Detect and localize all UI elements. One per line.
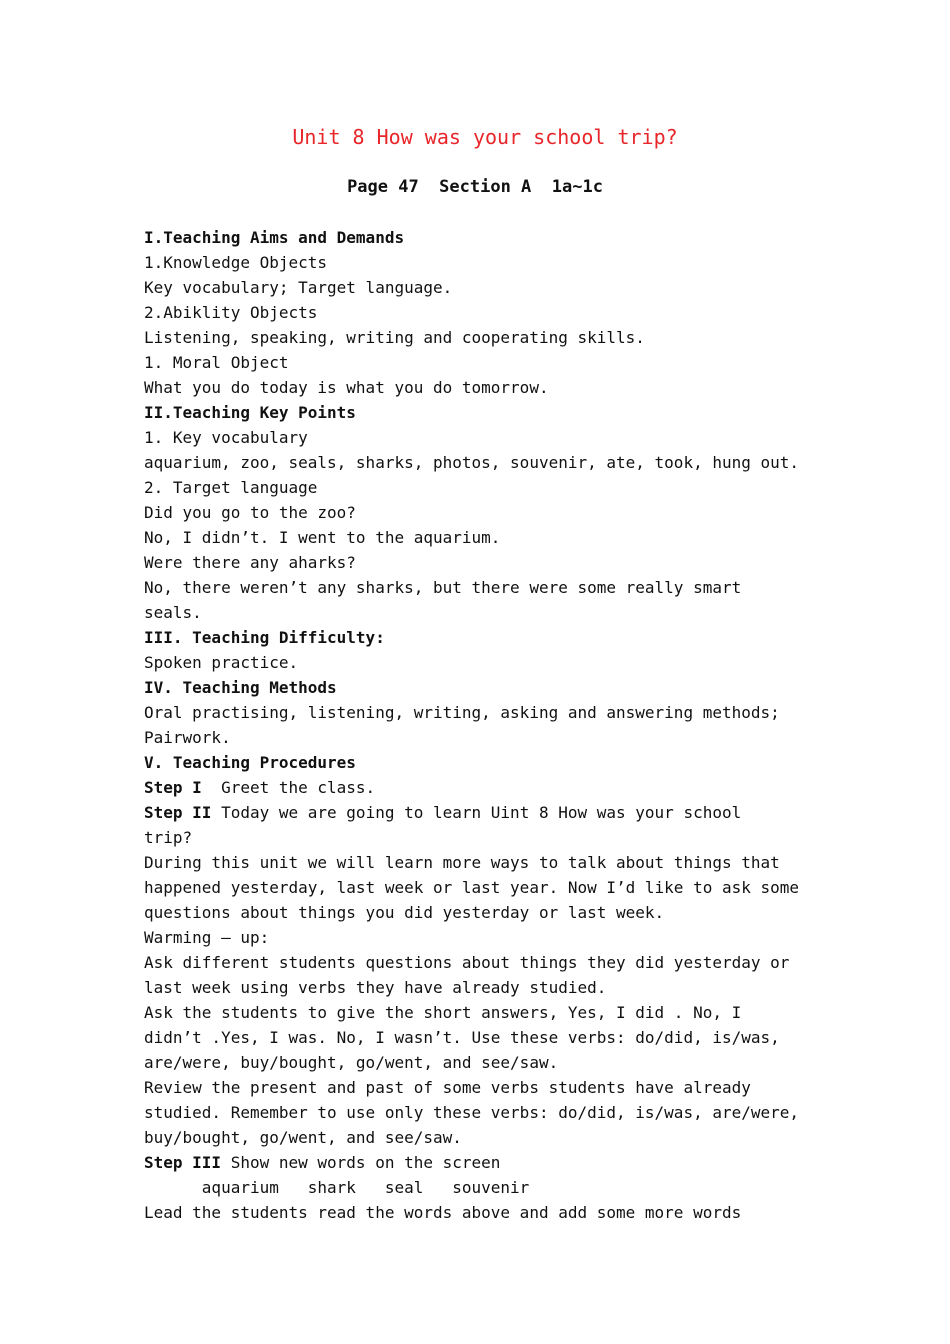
text-line: What you do today is what you do tomorrow. <box>144 378 549 397</box>
text-line: 2. Target language <box>144 478 318 497</box>
text-line: Lead the students read the words above and add some more words <box>144 1203 742 1222</box>
step-2-text: Today we are going to learn Uint 8 How was your school <box>211 803 742 822</box>
text-line: Did you go to the zoo? <box>144 503 356 522</box>
text-line: No, there weren’t any sharks, but there were some really smart <box>144 578 742 597</box>
text-line: questions about things you did yesterday or last week. <box>144 903 665 922</box>
text-line: Spoken practice. <box>144 653 299 672</box>
text-line: 1. Moral Object <box>144 353 289 372</box>
text-line: 1. Key vocabulary <box>144 428 308 447</box>
step-2-line <box>144 800 824 825</box>
document-body <box>144 225 824 1225</box>
text-line: are/were, buy/bought, go/went, and see/saw. <box>144 1053 559 1072</box>
text-line: Listening, speaking, writing and cooperating skills. <box>144 328 645 347</box>
document-title: Unit 8 How was your school trip? <box>292 125 678 149</box>
text-line: 1.Knowledge Objects <box>144 253 328 272</box>
text-line: Oral practising, listening, writing, asking and answering methods; <box>144 703 780 722</box>
heading-key-points: II.Teaching Key Points <box>144 403 356 422</box>
step-3-text: Show new words on the screen <box>221 1153 501 1172</box>
heading-teaching-aims: I.Teaching Aims and Demands <box>144 228 405 247</box>
step-1-label: Step I <box>144 778 202 797</box>
heading-methods: IV. Teaching Methods <box>144 678 337 697</box>
text-line: Pairwork. <box>144 728 231 747</box>
text-line: Ask the students to give the short answers, Yes, I did . No, I <box>144 1003 742 1022</box>
step-1-line <box>144 775 824 800</box>
text-line: last week using verbs they have already studied. <box>144 978 607 997</box>
text-line: No, I didn’t. I went to the aquarium. <box>144 528 501 547</box>
step-1-text: Greet the class. <box>201 778 376 797</box>
text-line: didn’t .Yes, I was. No, I wasn’t. Use these verbs: do/did, is/was, <box>144 1028 780 1047</box>
text-line: Were there any aharks? <box>144 553 356 572</box>
heading-procedures: V. Teaching Procedures <box>144 753 356 772</box>
text-line: studied. Remember to use only these verbs: do/did, is/was, are/were, <box>144 1103 800 1122</box>
text-line: trip? <box>144 828 193 847</box>
text-line: seals. <box>144 603 202 622</box>
text-line: 2.Abiklity Objects <box>144 303 318 322</box>
step-2-label: Step II <box>144 803 212 822</box>
text-line: Warming – up: <box>144 928 270 947</box>
text-line: aquarium, zoo, seals, sharks, photos, souvenir, ate, took, hung out. <box>144 453 800 472</box>
text-line: Review the present and past of some verbs students have already <box>144 1078 751 1097</box>
heading-difficulty: III. Teaching Difficulty: <box>144 628 385 647</box>
document-subtitle: Page 47 Section A 1a~1c <box>347 177 603 197</box>
text-line: buy/bought, go/went, and see/saw. <box>144 1128 462 1147</box>
text-line: happened yesterday, last week or last year. Now I’d like to ask some <box>144 878 800 897</box>
text-line: Ask different students questions about things they did yesterday or <box>144 953 790 972</box>
step-3-label: Step III <box>144 1153 222 1172</box>
vocabulary-words-line: aquarium shark seal souvenir <box>144 1178 530 1197</box>
text-line: Key vocabulary; Target language. <box>144 278 453 297</box>
text-line: During this unit we will learn more ways to talk about things that <box>144 853 780 872</box>
step-3-line <box>144 1150 824 1175</box>
